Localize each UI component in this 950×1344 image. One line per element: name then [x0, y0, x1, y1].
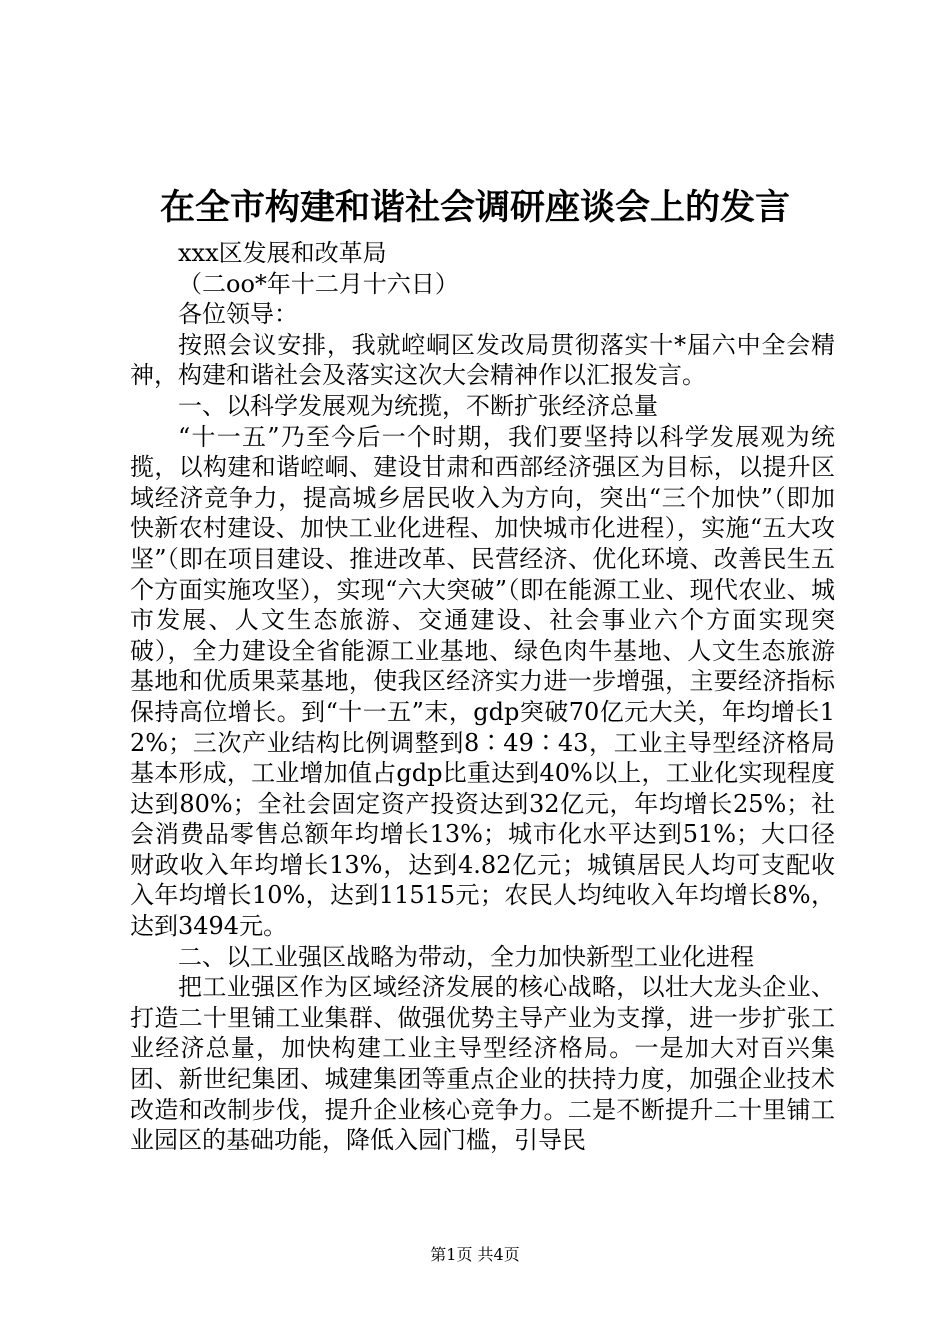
document-title: 在全市构建和谐社会调研座谈会上的发言 — [159, 187, 790, 228]
body-paragraph: 把工业强区作为区域经济发展的核心战略，以壮大龙头企业、打造二十里铺工业集群、做强优势主导产业为支撑，进一步扩张工业经济总量，加快构建工业主导型经济格局。一是加大对百兴集团、新世纪集团、城建集团等重点企业的扶持力度，加强企业技术改造和改制步伐，提升企业核心竞争力。二是不断提升二十里铺工业园区的基础功能，降低入园门槛，引导民 — [130, 973, 835, 1155]
body-paragraph: “十一五”乃至今后一个时期，我们要坚持以科学发展观为统揽，以构建和谐崆峒、建设甘肃和西部经济强区为目标，以提升区域经济竞争力，提高城乡居民收入为方向，突出“三个加快”（即加快新农村建设、加快工业化进程、加快城市化进程），实施“五大攻坚”（即在项目建设、推进改革、民营经济、优化环境、改善民生五个方面实施攻坚），实现“六大突破”（即在能源工业、现代农业、城市发展、人文生态旅游、交通建设、社会事业六个方面实现突破），全力建设全省能源工业基地、绿色肉牛基地、人文生态旅游基地和优质果菜基地，使我区经济实力进一步增强，主要经济指标保持高位增长。到“十一五”末，gdp突破70亿元大关，年均增长12%；三次产业结构比例调整到8∶49∶43，工业主导型经济格局基本形成，工业增加值占gdp比重达到40%以上，工业化实现程度达到80%；全社会固定资产投资达到32亿元，年均增长25%；社会消费品零售总额年均增长13%；城市化水平达到51%；大口径财政收入年均增长13%，达到4.82亿元；城镇居民人均可支配收入年均增长10%，达到11515元；农民人均纯收入年均增长8%，达到3494元。 — [130, 422, 835, 941]
date-line: （二oo*年十二月十六日） — [178, 269, 459, 298]
issuer-line: xxx区发展和改革局 — [178, 239, 387, 267]
page-number: 第1页 — [430, 1245, 473, 1264]
page-footer — [0, 1244, 950, 1266]
document-body — [130, 238, 835, 1156]
section-heading: 一、以科学发展观为统揽，不断扩张经济总量 — [178, 391, 658, 420]
body-paragraph: 按照会议安排，我就崆峒区发改局贯彻落实十*届六中全会精神，构建和谐社会及落实这次大会精神作以汇报发言。 — [130, 330, 835, 390]
section-heading: 二、以工业强区战略为带动，全力加快新型工业化进程 — [178, 942, 754, 971]
page-total: 共4页 — [477, 1245, 520, 1264]
salutation: 各位领导： — [178, 300, 298, 329]
